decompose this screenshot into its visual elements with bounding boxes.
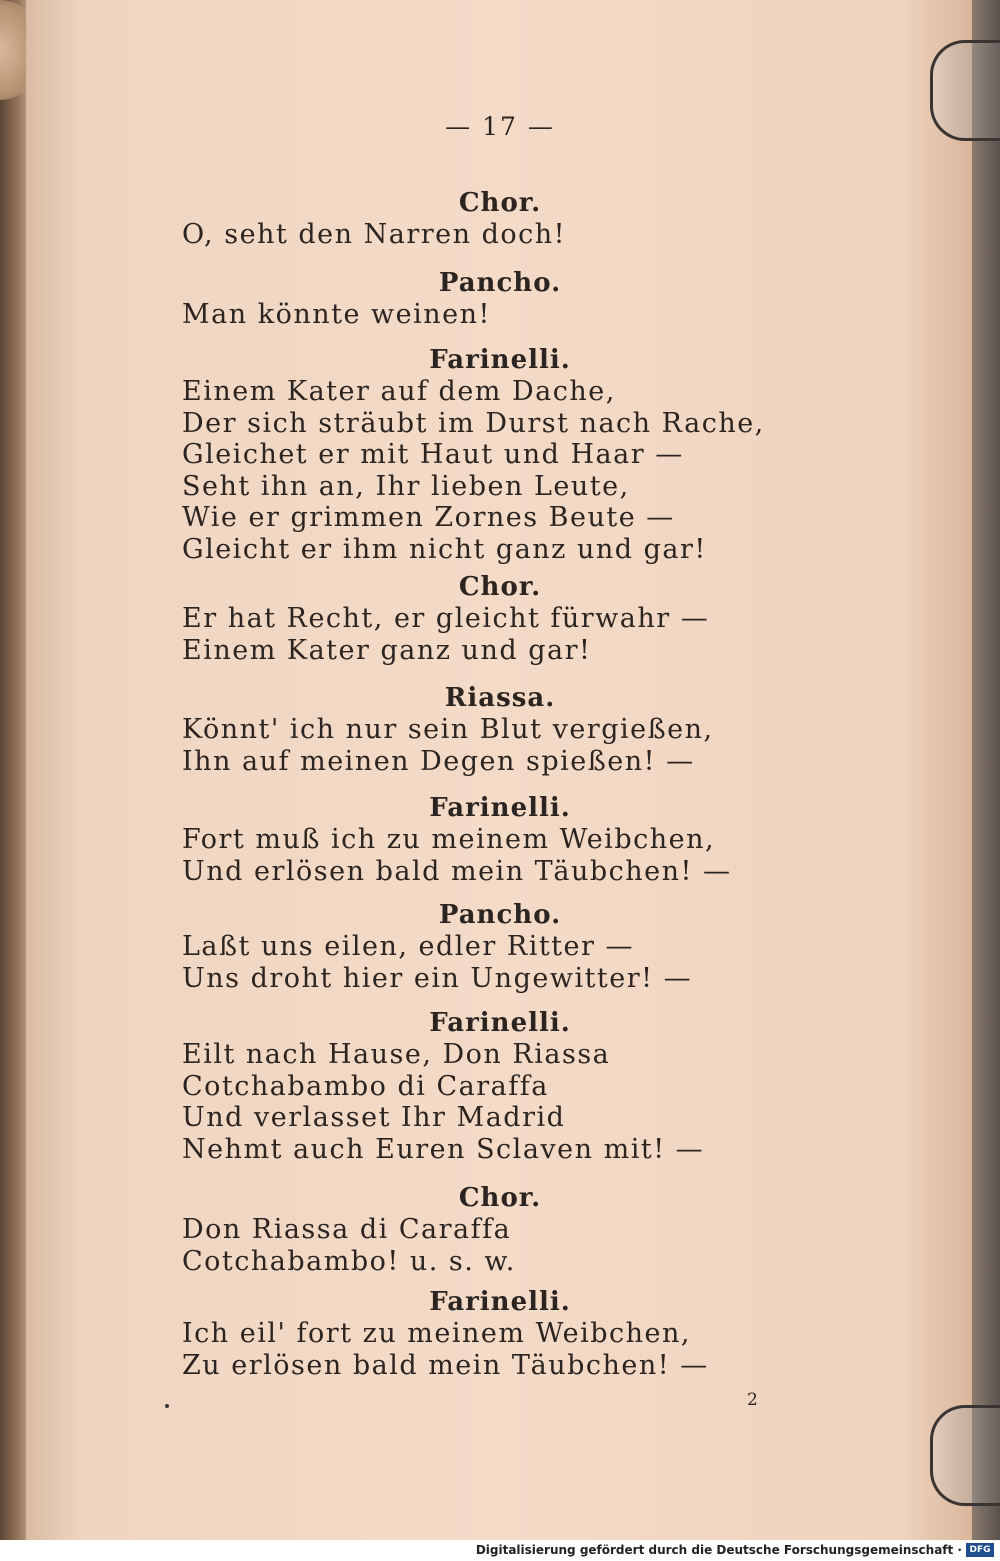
- verse-line: Der sich sträubt im Durst nach Rache,: [182, 407, 765, 439]
- verse-line: Eilt nach Hause, Don Riassa: [182, 1039, 611, 1070]
- verse-line: Nehmt auch Euren Sclaven mit! —: [182, 1133, 705, 1165]
- signature-mark: 2: [747, 1390, 758, 1410]
- speaker-name: Pancho.: [438, 268, 562, 298]
- verse-line: Seht ihn an, Ihr lieben Leute,: [182, 470, 630, 502]
- verse-line: Uns droht hier ein Ungewitter! —: [182, 962, 693, 994]
- verse-line: Man könnte weinen!: [182, 299, 491, 330]
- speaker-name: Chor.: [458, 572, 542, 602]
- speaker-name: Farinelli.: [429, 1287, 571, 1317]
- verse-line: Laßt uns eilen, edler Ritter —: [182, 931, 634, 962]
- verse-line: Ich eil' fort zu meinem Weibchen,: [182, 1318, 691, 1349]
- speaker-name: Farinelli.: [429, 345, 571, 375]
- verse-line: O, seht den Narren doch!: [182, 219, 566, 250]
- verse-line: Ihn auf meinen Degen spießen! —: [182, 745, 695, 777]
- verse-line: Cotchabambo di Caraffa: [182, 1070, 549, 1102]
- verse-line: Don Riassa di Caraffa: [182, 1214, 512, 1245]
- speaker-name: Pancho.: [438, 900, 562, 930]
- verse-line: Wie er grimmen Zornes Beute —: [182, 502, 675, 533]
- verse-line: Könnt' ich nur sein Blut vergießen,: [182, 714, 714, 745]
- speaker-name: Farinelli.: [429, 793, 571, 823]
- speaker-name: Riassa.: [444, 683, 556, 713]
- clamp-bottom: [930, 1405, 1000, 1506]
- speaker-name: Chor.: [458, 188, 542, 218]
- verse-line: Er hat Recht, er gleicht fürwahr —: [182, 603, 710, 634]
- verse-line: Gleicht er ihm nicht ganz und gar!: [182, 533, 707, 565]
- speaker-name: Chor.: [458, 1183, 542, 1213]
- verse-line: Zu erlösen bald mein Täubchen! —: [182, 1349, 709, 1381]
- page-number: — 17 —: [445, 112, 555, 141]
- speaker-name: Farinelli.: [429, 1008, 571, 1038]
- verse-line: Und verlasset Ihr Madrid: [182, 1102, 566, 1133]
- ink-speck: [165, 1404, 169, 1408]
- verse-line: Einem Kater ganz und gar!: [182, 634, 592, 666]
- verse-line: Cotchabambo! u. s. w.: [182, 1245, 516, 1277]
- verse-line: Gleichet er mit Haut und Haar —: [182, 439, 684, 470]
- verse-line: Und erlösen bald mein Täubchen! —: [182, 855, 732, 887]
- verse-line: Fort muß ich zu meinem Weibchen,: [182, 824, 716, 855]
- verse-line: Einem Kater auf dem Dache,: [182, 376, 616, 407]
- footer-credit: Digitalisierung gefördert durch die Deutsche Forschungsgemeinschaft ·: [475, 1543, 962, 1557]
- dfg-logo: DFG: [966, 1543, 994, 1557]
